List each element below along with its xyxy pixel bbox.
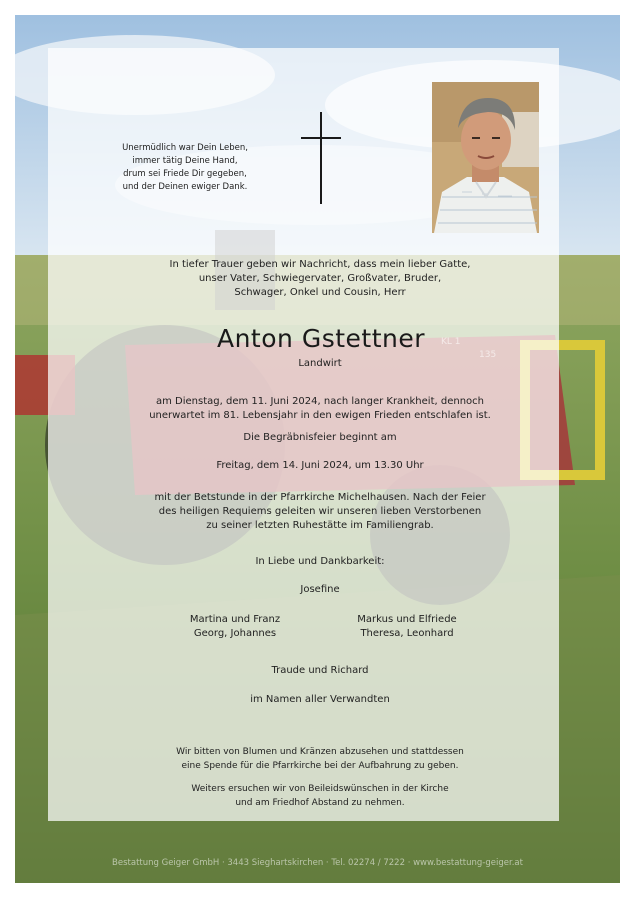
portrait-photo — [432, 82, 539, 233]
condolence-note: Weiters ersuchen wir von Beileidswünschen in der Kirche und am Friedhof Abstand zu nehmen. — [191, 784, 449, 808]
funeral-date: Freitag, dem 14. Juni 2024, um 13.30 Uhr — [216, 460, 424, 471]
love-heading: In Liebe und Dankbarkeit: — [255, 556, 385, 567]
announcement-intro: In tiefer Trauer geben wir Nachricht, dass mein lieber Gatte, unser Vater, Schwiegervater, Großvater, Bruder, Schwager, Onkel und Cousin, Herr — [169, 259, 471, 298]
man-portrait-icon — [432, 82, 539, 233]
photo-label-plate: KL 1 — [441, 337, 461, 347]
family-left: Martina und Franz Georg, Johannes — [189, 614, 281, 639]
family-right: Markus und Elfriede Theresa, Leonhard — [357, 614, 457, 639]
family-wife: Josefine — [300, 584, 340, 595]
funeral-details: mit der Betstunde in der Pfarrkirche Michelhausen. Nach der Feier des heiligen Requiems geleiten wir unseren lieben Verstorbenen zu seiner letzten Ruhestätte im Familiengrab. — [154, 492, 486, 531]
memorial-verse: Unermüdlich war Dein Leben, immer tätig Deine Hand, drum sei Friede Dir gegeben, und der Deinen ewiger Dank. — [122, 143, 248, 192]
family-relatives: im Namen aller Verwandten — [250, 694, 390, 705]
tractor-model-badge: 135 — [479, 350, 497, 360]
deceased-occupation: Landwirt — [298, 358, 342, 369]
death-notice: am Dienstag, dem 11. Juni 2024, nach langer Krankheit, dennoch unerwartet im 81. Lebensjahr in den ewigen Frieden entschlafen ist. — [149, 396, 491, 421]
funeral-intro: Die Begräbnisfeier beginnt am — [243, 432, 397, 443]
donation-request: Wir bitten von Blumen und Kränzen abzusehen und stattdessen eine Spende für die Pfarrkirche bei der Aufbahrung zu geben. — [176, 747, 464, 771]
family-other: Traude und Richard — [271, 665, 369, 676]
cross-bar — [301, 137, 341, 139]
cross-icon — [320, 112, 322, 204]
undertaker-footer: Bestattung Geiger GmbH · 3443 Sieghartskirchen · Tel. 02274 / 7222 · www.bestattung-geiger.at — [112, 858, 523, 868]
deceased-name: Anton Gstettner — [216, 324, 426, 353]
